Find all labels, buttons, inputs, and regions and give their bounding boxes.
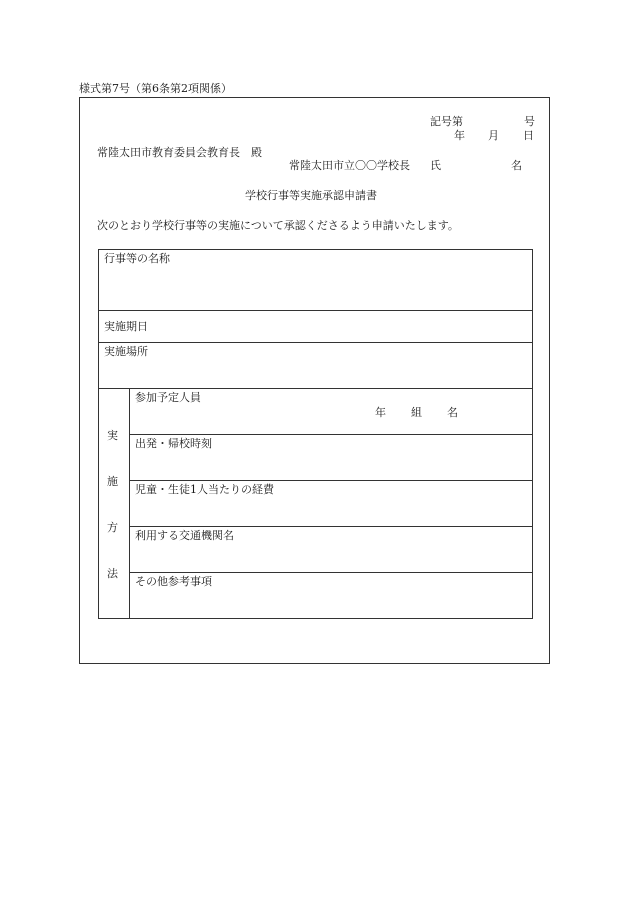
- method-char: 方: [107, 521, 118, 534]
- transport-label: 利用する交通機関名: [135, 529, 234, 542]
- date-month: 月: [488, 129, 499, 142]
- participants-label: 参加予定人員: [135, 391, 201, 404]
- row-divider: [129, 480, 533, 481]
- record-no-suffix: 号: [524, 115, 535, 128]
- participants-class-unit: 組: [411, 406, 422, 419]
- method-char: 法: [107, 567, 118, 580]
- form-number: 様式第7号（第6条第2項関係）: [79, 82, 232, 95]
- sender-school: 常陸太田市立〇〇学校長: [289, 159, 410, 172]
- row-divider: [129, 434, 533, 435]
- departure-label: 出発・帰校時刻: [135, 437, 212, 450]
- participants-person-unit: 名: [447, 406, 458, 419]
- sender-name-label: 氏: [430, 159, 441, 172]
- date-year: 年: [454, 129, 465, 142]
- intro-text: 次のとおり学校行事等の実施について承認くださるよう申請いたします。: [97, 219, 459, 232]
- method-char: 実: [107, 429, 118, 442]
- sender-name-suffix: 名: [511, 159, 522, 172]
- column-divider: [129, 388, 130, 619]
- participants-year-unit: 年: [375, 406, 386, 419]
- method-char: 施: [107, 475, 118, 488]
- row-divider: [129, 572, 533, 573]
- row-divider: [129, 526, 533, 527]
- addressee: 常陸太田市教育委員会教育長 殿: [97, 146, 262, 159]
- cost-label: 児童・生徒1人当たりの経費: [135, 483, 274, 496]
- event-name-label: 行事等の名称: [104, 252, 170, 265]
- other-label: その他参考事項: [135, 575, 212, 588]
- row-divider: [98, 388, 533, 389]
- date-label: 実施期日: [104, 320, 148, 333]
- document-title: 学校行事等実施承認申請書: [245, 189, 377, 202]
- place-label: 実施場所: [104, 345, 148, 358]
- record-no-label: 記号第: [430, 115, 463, 128]
- date-day: 日: [523, 129, 534, 142]
- row-divider: [98, 342, 533, 343]
- row-divider: [98, 310, 533, 311]
